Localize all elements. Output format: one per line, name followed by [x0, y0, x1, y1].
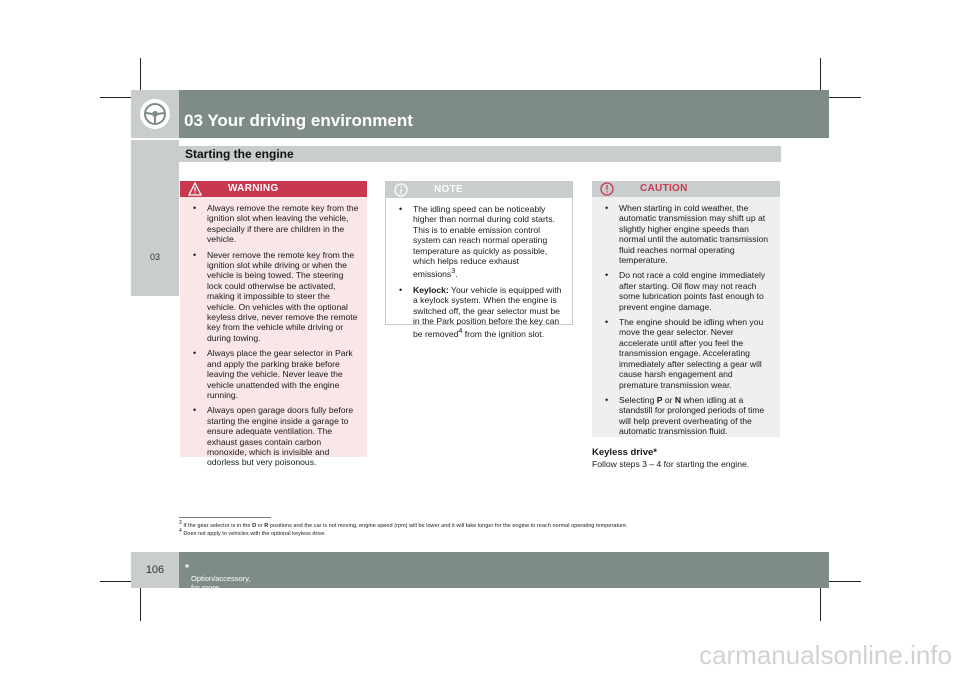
- keyless-heading: Keyless drive*: [592, 447, 657, 458]
- list-item: • Do not race a cold engine immediately after starting. Oil flow may not reach some lubrication points fast enough to prevent engine damage.: [600, 270, 772, 312]
- footer-band: [179, 552, 829, 610]
- keylock-text-end: from the ignition slot.: [462, 329, 545, 340]
- caution-text: or: [662, 394, 675, 405]
- chapter-title: 03 Your driving environment: [184, 111, 413, 130]
- note-box: [385, 181, 573, 340]
- footnote-text: positions and the car is not moving, engine speed (rpm) will be lower and it will take longer for the engine to reach normal operating temperature.: [268, 522, 628, 529]
- warning-header: [180, 181, 367, 197]
- section-title: Starting the engine: [185, 147, 294, 161]
- warning-box: [180, 181, 367, 468]
- list-item: [394, 204, 564, 280]
- chapter-icon-tab: [131, 90, 179, 138]
- footer-note: [185, 563, 251, 610]
- caution-text: when idling at a standstill for prolonged periods of time will help prevent overheating of the automatic transmission fluid.: [619, 394, 765, 437]
- list-item: • The engine should be idling when you move the gear selector. Never accelerate until after you feel the transmission engage. Accelerating immediately after selecting a gear will cause harsh engagement and premature transmission wear.: [600, 317, 772, 390]
- watermark: carmanualsonline.info: [699, 640, 952, 670]
- footnote-text: Does not apply to vehicles with the optional keyless drive.: [183, 530, 327, 537]
- crop-mark: [140, 58, 141, 94]
- caution-box: [592, 181, 780, 437]
- footnote-divider: [179, 517, 271, 518]
- caution-text: Selecting: [619, 394, 657, 405]
- crop-mark: [820, 585, 821, 621]
- chapter-side-tab: [131, 140, 179, 296]
- gear-d-label: D: [252, 522, 257, 529]
- gear-p-label: P: [656, 394, 663, 405]
- list-item: • Never remove the remote key from the ignition slot while driving or when the vehicle is being towed. The steering lock could otherwise be activated, making it impossible to steer the vehicle. On vehicles with the optional keyless drive, never remove the remote key from the vehicle while driving or during towing.: [188, 250, 359, 344]
- note-header: [386, 182, 572, 198]
- keylock-text: Your vehicle is equipped with a keylock system. When the engine is switched off, the gear selector must be in the Park position before the key can be removed: [413, 284, 562, 340]
- steering-wheel-icon: [140, 99, 170, 129]
- warning-list: [180, 197, 367, 481]
- list-item: • Always place the gear selector in Park and apply the parking brake before leaving the vehicle. Never leave the vehicle unattended with the engine running.: [188, 348, 359, 400]
- section-title-bar: [179, 146, 781, 162]
- caution-header: [592, 181, 780, 197]
- crop-mark: [825, 97, 861, 98]
- caution-list: [592, 197, 780, 450]
- footnote-number: 4: [179, 528, 182, 534]
- crop-mark: [140, 585, 141, 621]
- chapter-tab-number: 03: [149, 252, 160, 262]
- caution-title: CAUTION: [640, 183, 688, 194]
- warning-triangle-icon: [188, 182, 202, 196]
- keylock-label: Keylock:: [413, 284, 449, 295]
- option-star: *: [185, 563, 189, 574]
- warning-title: WARNING: [228, 183, 279, 194]
- keyless-section: [592, 447, 792, 469]
- crop-mark: [825, 581, 861, 582]
- keyless-text: Follow steps 3 – 4 for starting the engine.: [592, 459, 750, 469]
- list-item: • Always open garage doors fully before starting the engine inside a garage to ensure adequate ventilation. The exhaust gases contain carbon monoxide, which is invisible and odorless but very poisonous.: [188, 405, 359, 467]
- list-item: • When starting in cold weather, the automatic transmission may shift up at slightly higher engine speeds than normal until the automatic transmission fluid reaches normal operating temperature.: [600, 203, 772, 265]
- footer-note-text: Option/accessory, for more information, see Introduction.: [191, 574, 251, 610]
- footnote-text: If the gear selector is in the: [183, 522, 253, 529]
- punctuation: .: [455, 269, 458, 280]
- exclamation-circle-icon: [600, 182, 614, 196]
- list-item: • Always remove the remote key from the ignition slot when leaving the vehicle, especially if there are children in the vehicle.: [188, 203, 359, 245]
- note-list: [386, 198, 572, 353]
- page-number: 106: [131, 552, 179, 588]
- footnote-ref: 3: [451, 267, 456, 276]
- info-circle-icon: [394, 183, 408, 197]
- list-item: [394, 285, 564, 340]
- footnote-number: 3: [179, 520, 182, 526]
- gear-r-label: R: [264, 522, 269, 529]
- footnote-4: [179, 528, 326, 537]
- footnote-ref: 4: [458, 327, 463, 336]
- gear-n-label: N: [674, 394, 682, 405]
- crop-mark: [820, 58, 821, 94]
- footnote-text: or: [256, 522, 265, 529]
- note-idle-text: The idling speed can be noticeably higher than normal during cold starts. This is to enable emission control system can reach normal operating temperature as quickly as possible, which helps reduce exhaust emissions: [413, 204, 555, 280]
- note-title: NOTE: [434, 184, 463, 195]
- list-item: [600, 395, 772, 437]
